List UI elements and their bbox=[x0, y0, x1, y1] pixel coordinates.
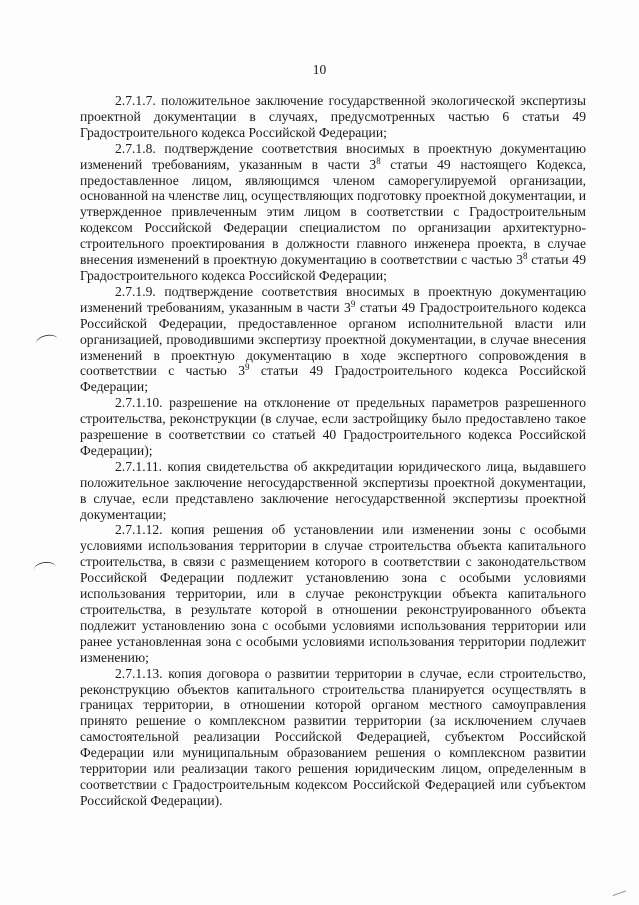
paragraph-2-7-1-13 bbox=[80, 666, 586, 809]
margin-pen-mark bbox=[35, 333, 59, 350]
paragraph-2-7-1-12 bbox=[80, 522, 586, 665]
paragraph-2-7-1-9 bbox=[80, 284, 586, 395]
paragraph-2-7-1-11 bbox=[80, 459, 586, 523]
paragraph-text: 2.7.1.13. копия договора о развитии территории в случае, если строительство, реконструкцию объектов капитального строительства планируется осуществлять в границах территории, в отношении которой органом местного самоуправления принято решение о комплексном развитии территории (за исключением случаев самостоятельной реализации Российской Федерацией, субъектом Российской Федерации или муниципальным образованием решения о комплексном развитии территории или реализации такого решения юридическим лицом, определенным в соответствии с Градостроительным кодексом Российской Федерацией или субъектом Российской Федерации). bbox=[80, 665, 586, 808]
paragraph-2-7-1-7 bbox=[80, 93, 586, 141]
paragraph-2-7-1-10 bbox=[80, 395, 586, 459]
superscript: 9 bbox=[245, 362, 250, 373]
margin-pen-mark bbox=[33, 561, 57, 577]
paragraph-text: 2.7.1.11. копия свидетельства об аккредитации юридического лица, выдавшего положительное заключение негосударственной экспертизы проектной документации, в случае, если представлено заключение негосударственной экспертизы проектной документации; bbox=[80, 458, 586, 522]
page-number: 10 bbox=[312, 62, 327, 77]
paragraph-text: статьи 49 Градостроительного кодекса Российской Федерации; bbox=[80, 252, 586, 283]
paragraph-text: 2.7.1.10. разрешение на отклонение от предельных параметров разрешенного строительства, реконструкции (в случае, если застройщику было предоставлено такое разрешение в соответствии со статьей 40 Градостроительного кодекса Российской Федерации); bbox=[80, 395, 586, 458]
paragraph-text: 2.7.1.9. подтверждение соответствия вносимых в проектную документацию изменений требованиям, указанным в части 3 bbox=[80, 283, 586, 315]
document-body bbox=[80, 93, 586, 809]
paragraph-text: статьи 49 настоящего Кодекса, предоставленное лицом, являющимся членом саморегулируемой организации, основанной на членстве лиц, осуществляющих подготовку проектной документации, и утвержденное привлеченным этим лицом в соответствии с Градостроительным кодексом Российской Федерации специалистом по организации архитектурно-строительного проектирования в должности главного инженера проекта, в случае внесения изменений в проектную документацию в соответствии с частью 3 bbox=[80, 156, 586, 268]
paragraph-text: 2.7.1.12. копия решения об установлении или изменении зоны с особыми условиями использования территории в случае строительства объекта капитального строительства, в связи с размещением которого в соответствии с законодательством Российской Федерации подлежит установлению зона с особыми условиями использования территории, или в случае реконструкции объекта капитального строительства, в результате которой в отношении реконструированного объекта подлежит установлению зона с особыми условиями использования территории или ранее установленная зона с особыми условиями использования территории подлежит изменению; bbox=[80, 522, 586, 665]
superscript: 8 bbox=[522, 251, 528, 262]
superscript: 8 bbox=[376, 155, 381, 166]
corner-scan-mark bbox=[610, 883, 626, 896]
paragraph-2-7-1-8 bbox=[80, 141, 586, 284]
paragraph-text: статьи 49 Градостроительного кодекса Российской Федерации, предоставленное органом исполнительной власти или организацией, проводившими экспертизу проектной документации, в случае внесения изменений в проектную документацию в ходе экспертного сопровождения в соответствии с частью 3 bbox=[80, 299, 586, 379]
paragraph-text: статьи 49 Градостроительного кодекса Российской Федерации; bbox=[80, 363, 586, 395]
paragraph-text: 2.7.1.7. положительное заключение государственной экологической экспертизы проектной документации в случаях, предусмотренных частью 6 статьи 49 Градостроительного кодекса Российской Федерации; bbox=[80, 93, 586, 140]
superscript: 9 bbox=[350, 298, 356, 309]
paragraph-text: 2.7.1.8. подтверждение соответствия вносимых в проектную документацию изменений требованиям, указанным в части 3 bbox=[80, 140, 586, 172]
